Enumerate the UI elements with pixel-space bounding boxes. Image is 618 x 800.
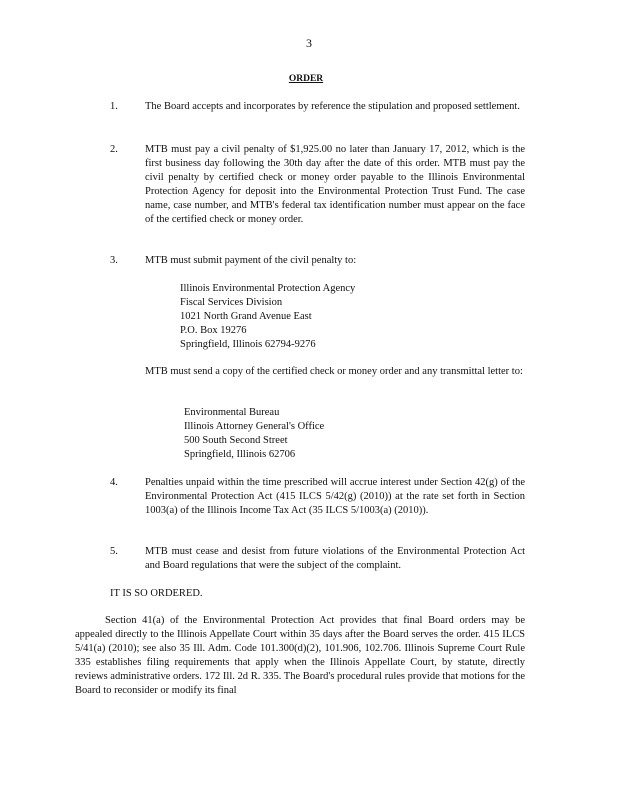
item-text: MTB must submit payment of the civil penalty to: xyxy=(145,255,357,266)
item-number: 5. xyxy=(110,546,118,557)
address-line: Fiscal Services Division xyxy=(180,297,283,308)
transmittal-address xyxy=(184,406,324,462)
item-text: Penalties unpaid within the time prescribed will accrue interest under Section 42(g) of the Environmental Protection Act (415 ILCS 5/42(g) (2010)) at the rate set forth in Section 1003(a) of the Illinois Income Tax Act (35 ILCS 5/1003(a) (2010)). xyxy=(145,477,525,516)
payment-address xyxy=(180,282,355,352)
item-number: 2. xyxy=(110,144,118,155)
address-line: Illinois Environmental Protection Agency xyxy=(180,283,356,294)
item-text: The Board accepts and incorporates by reference the stipulation and proposed settlement. xyxy=(145,101,520,112)
address-line: Springfield, Illinois 62706 xyxy=(184,449,296,460)
page-number: 3 xyxy=(306,36,312,50)
address-line: 500 South Second Street xyxy=(184,435,288,446)
item-number: 1. xyxy=(110,101,118,112)
address-line: P.O. Box 19276 xyxy=(180,325,247,336)
transmittal-paragraph: MTB must send a copy of the certified check or money order and any transmittal letter to: xyxy=(145,366,523,377)
item-text: MTB must pay a civil penalty of $1,925.00 no later than January 17, 2012, which is the first business day following the 30th day after the date of this order. MTB must pay the civil penalty by certified check or money order payable to the Illinois Environmental Protection Agency for deposit into the Environmental Protection Trust Fund. The case name, case number, and MTB's federal tax identification number must appear on the face of the certified check or money order. xyxy=(145,144,525,225)
address-line: Environmental Bureau xyxy=(184,407,280,418)
address-line: Springfield, Illinois 62794-9276 xyxy=(180,339,316,350)
item-text: MTB must cease and desist from future violations of the Environmental Protection Act and Board regulations that were the subject of the complaint. xyxy=(145,546,525,571)
address-line: Illinois Attorney General's Office xyxy=(184,421,325,432)
closing-paragraph: Section 41(a) of the Environmental Protection Act provides that final Board orders may be appealed directly to the Illinois Appellate Court within 35 days after the Board serves the order. 415 ILCS 5/41(a) (2010); see also 35 Ill. Adm. Code 101.300(d)(2), 101.906, 102.706. Illinois Supreme Court Rule 335 establishes filing requirements that apply when the Illinois Appellate Court, by statute, directly reviews administrative orders. 172 Ill. 2d R. 335. The Board's procedural rules provide that motions for the Board to reconsider or modify its final xyxy=(75,615,525,696)
address-line: 1021 North Grand Avenue East xyxy=(180,311,312,322)
item-number: 3. xyxy=(110,255,118,266)
so-ordered: IT IS SO ORDERED. xyxy=(110,588,203,599)
order-heading: ORDER xyxy=(288,74,324,84)
item-number: 4. xyxy=(110,477,118,488)
